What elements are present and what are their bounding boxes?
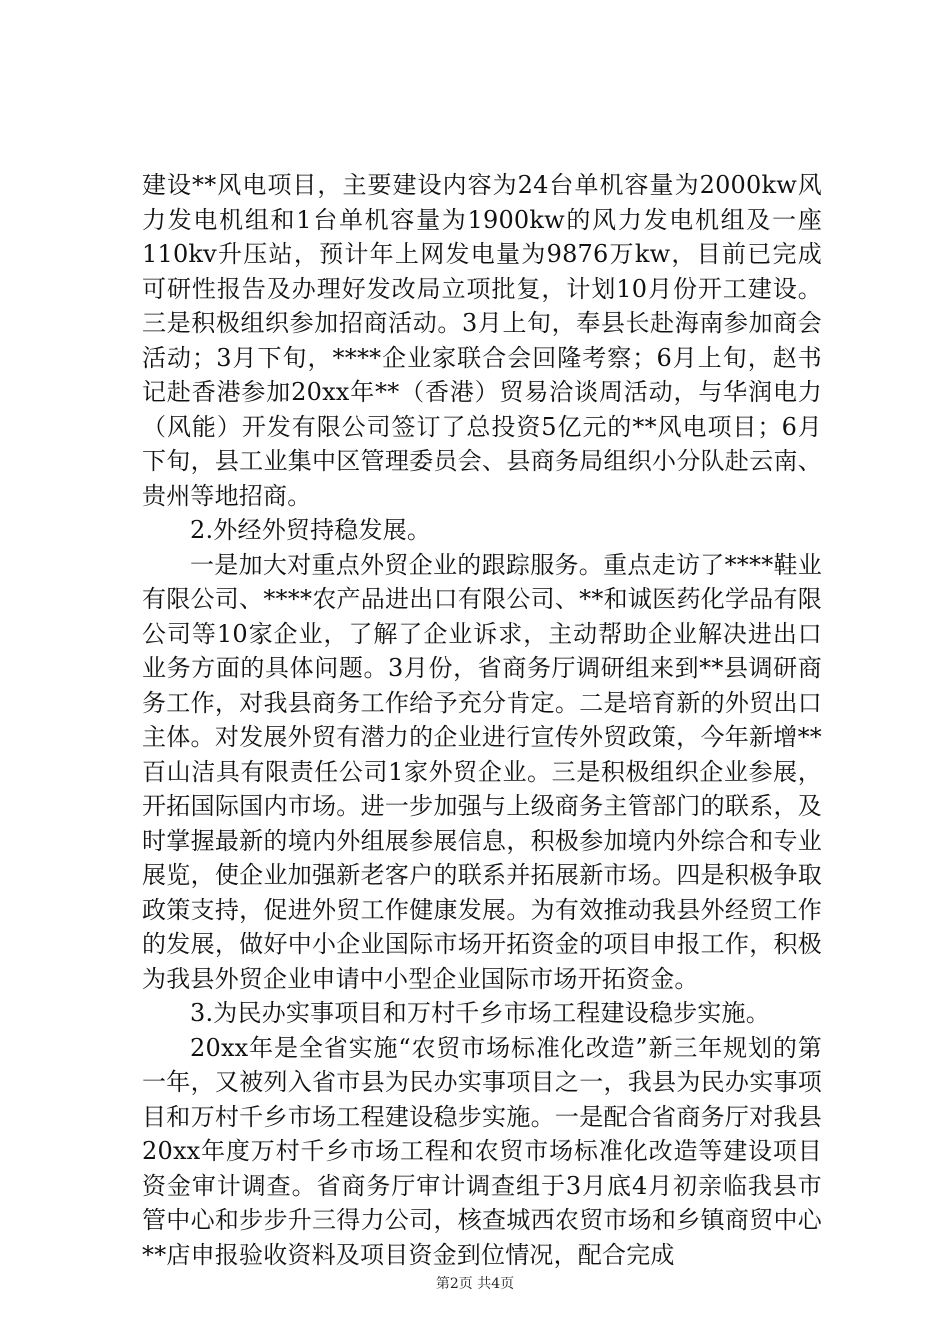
heading-market-projects: 3.为民办实事项目和万村千乡市场工程建设稳步实施。 (190, 999, 770, 1027)
page-footer: 第2页 共4页 (435, 1276, 515, 1292)
document-body (142, 168, 822, 1272)
heading-foreign-trade: 2.外经外贸持稳发展。 (190, 516, 432, 544)
paragraph-foreign-trade: 一是加大对重点外贸企业的跟踪服务。重点走访了****鞋业有限公司、****农产品进出口有限公司、**和诚医药化学品有限公司等10家企业，了解了企业诉求，主动帮助企业解决进出口业务方面的具体问题。3月份，省商务厅调研组来到**县调研商务工作，对我县商务工作给予充分肯定。二是培育新的外贸出口主体。对发展外贸有潜力的企业进行宣传外贸政策，今年新增**百山洁具有限责任公司1家外贸企业。三是积极组织企业参展，开拓国际国内市场。进一步加强与上级商务主管部门的联系，及时掌握最新的境内外组展参展信息，积极参加境内外综合和专业展览，使企业加强新老客户的联系并拓展新市场。四是积极争取政策支持，促进外贸工作健康发展。为有效推动我县外经贸工作的发展，做好中小企业国际市场开拓资金的项目申报工作，积极为我县外贸企业申请中小型企业国际市场开拓资金。 (142, 550, 822, 993)
paragraph-wind-power-project: 建设**风电项目，主要建设内容为24台单机容量为2000kw风力发电机组和1台单机容量为1900kw的风力发电机组及一座110kv升压站，预计年上网发电量为9876万kw，目前已完成可研性报告及办理好发改局立项批复，计划10月份开工建设。三是积极组织参加招商活动。3月上旬，奉县长赴海南参加商会活动；3月下旬，****企业家联合会回隆考察；6月上旬，赵书记赴香港参加20xx年**（香港）贸易洽谈周活动，与华润电力（风能）开发有限公司签订了总投资5亿元的**风电项目；6月下旬，县工业集中区管理委员会、县商务局组织小分队赴云南、贵州等地招商。 (142, 171, 822, 510)
paragraph-market-projects: 20xx年是全省实施“农贸市场标准化改造”新三年规划的第一年，又被列入省市县为民办实事项目之一，我县为民办实事项目和万村千乡市场工程建设稳步实施。一是配合省商务厅对我县20xx年度万村千乡市场工程和农贸市场标准化改造等建设项目资金审计调查。省商务厅审计调查组于3月底4月初亲临我县市管中心和步步升三得力公司，核查城西农贸市场和乡镇商贸中心**店申报验收资料及项目资金到位情况，配合完成 (142, 1033, 822, 1269)
